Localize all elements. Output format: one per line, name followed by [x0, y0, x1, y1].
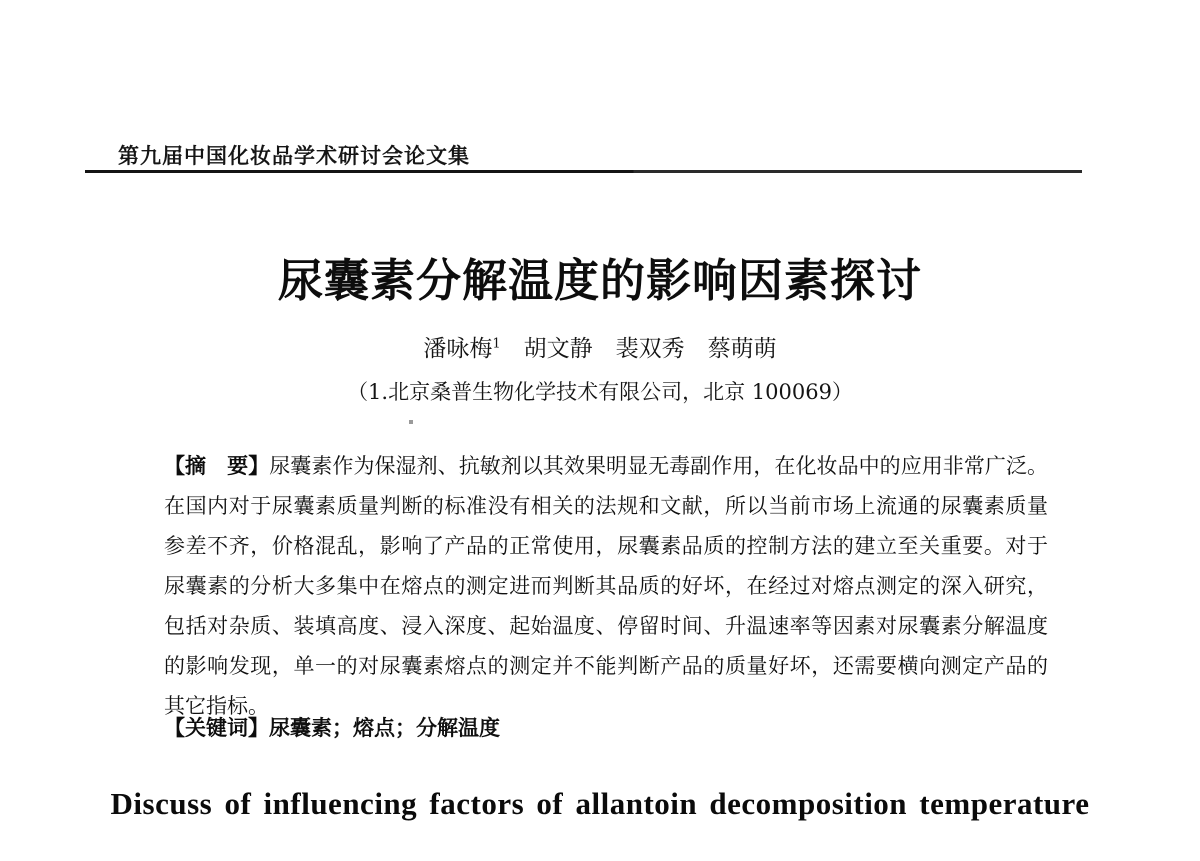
abstract-line — [164, 446, 1048, 486]
affiliation-line: （1.北京桑普生物化学技术有限公司，北京 100069） — [347, 380, 853, 404]
abstract-line: 在国内对于尿囊素质量判断的标准没有相关的法规和文献，所以当前市场上流通的尿囊素质量 — [164, 494, 1048, 518]
abstract-line: 的影响发现，单一的对尿囊素熔点的测定并不能判断产品的质量好坏，还需要横向测定产品的 — [164, 654, 1048, 678]
abstract-line: 尿囊素的分析大多集中在熔点的测定进而判断其品质的好坏，在经过对熔点测定的深入研究， — [164, 574, 1048, 598]
author-affiliation-superscript: 1 — [492, 336, 501, 352]
keywords-text: 尿囊素；熔点；分解温度 — [269, 715, 500, 740]
abstract-line: 包括对杂质、装填高度、浸入深度、起始温度、停留时间、升温速率等因素对尿囊素分解温度 — [164, 614, 1048, 638]
paper-title-chinese: 尿囊素分解温度的影响因素探讨 — [277, 254, 922, 307]
abstract-line: 参差不齐，价格混乱，影响了产品的正常使用，尿囊素品质的控制方法的建立至关重要。对于 — [164, 534, 1048, 558]
header-rule — [85, 170, 1082, 173]
keywords-line — [164, 708, 1048, 748]
abstract-block — [164, 446, 1048, 726]
abstract-text: 尿囊素作为保湿剂、抗敏剂以其效果明显无毒副作用，在化妆品中的应用非常广泛。 — [269, 454, 1048, 478]
abstract-label: 【摘 要】 — [164, 454, 270, 478]
author-first: 潘咏梅 — [423, 336, 493, 362]
authors-rest: 胡文静 裴双秀 蔡萌萌 — [500, 336, 777, 362]
keywords-label: 【关键词】 — [164, 716, 269, 740]
running-header: 第九届中国化妆品学术研讨会论文集 — [118, 144, 470, 168]
scan-artifact-dot — [409, 420, 413, 424]
abstract-line: 其它指标。 — [164, 694, 269, 718]
paper-title-english: Discuss of influencing factors of allantoin decomposition temperature — [110, 786, 1090, 821]
authors-line — [0, 330, 1200, 363]
